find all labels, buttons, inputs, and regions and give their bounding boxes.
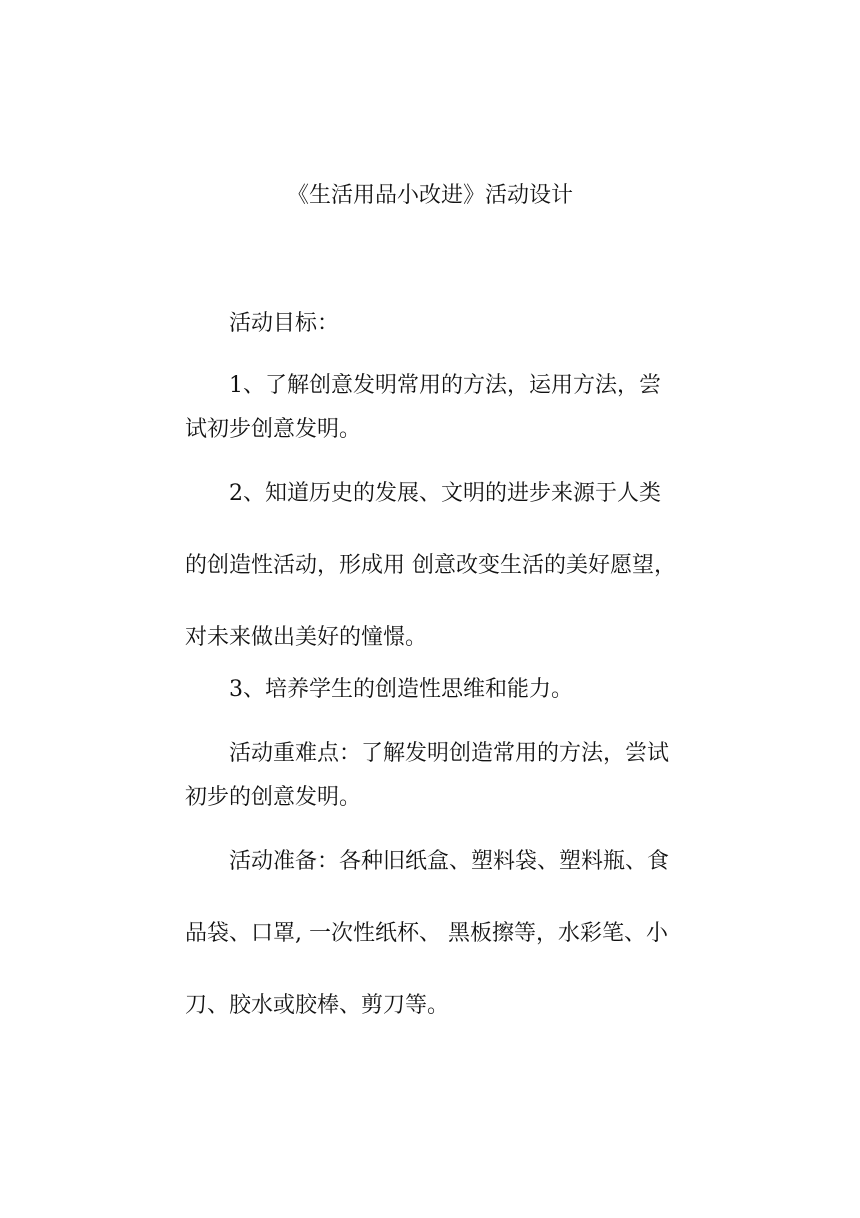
key-points-paragraph: 活动重难点：了解发明创造常用的方法，尝试初步的创意发明。	[185, 741, 670, 810]
goal-heading: 活动目标：	[229, 311, 340, 336]
goal-item-2: 2、知道历史的发展、文明的进步来源于人类的创造性活动，形成用 创意改变生活的美好愿望，对未来做出美好的憧憬。	[185, 481, 676, 650]
preparation-paragraph: 活动准备：各种旧纸盒、塑料袋、塑料瓶、食品袋、口罩, 一次性纸杯、 黑板擦等，水彩笔、小刀、胶水或胶棒、剪刀等。	[185, 849, 670, 1018]
goal-item-3: 3、培养学生的创造性思维和能力。	[229, 677, 573, 702]
goal-item-1: 1、了解创意发明常用的方法，运用方法，尝试初步创意发明。	[185, 373, 661, 442]
document-title: 《生活用品小改进》活动设计	[286, 183, 573, 208]
